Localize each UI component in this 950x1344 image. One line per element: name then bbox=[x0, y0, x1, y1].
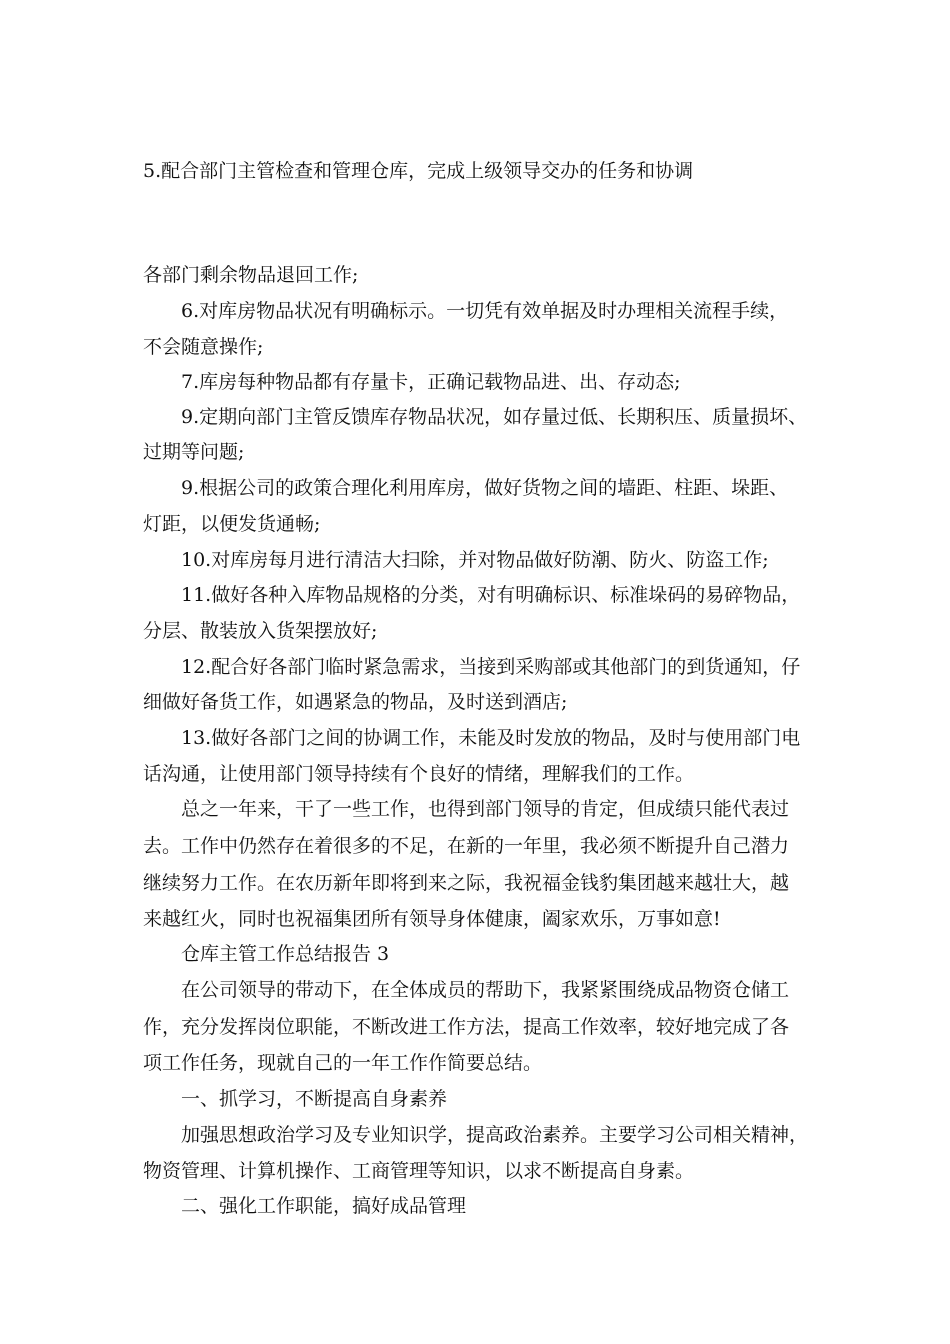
text-line: 灯距，以便发货通畅; bbox=[143, 513, 321, 535]
text-line: 11.做好各种入库物品规格的分类，对有明确标识、标准垛码的易碎物品， bbox=[181, 584, 801, 606]
text-line: 6.对库房物品状况有明确标示。一切凭有效单据及时办理相关流程手续， bbox=[181, 300, 789, 322]
text-line: 不会随意操作; bbox=[143, 336, 264, 358]
text-line: 项工作任务，现就自己的一年工作作简要总结。 bbox=[143, 1052, 543, 1074]
text-line: 去。工作中仍然存在着很多的不足，在新的一年里，我必须不断提升自己潜力 bbox=[143, 835, 790, 857]
text-line: 各部门剩余物品退回工作; bbox=[143, 264, 359, 286]
section-heading: 仓库主管工作总结报告 3 bbox=[181, 943, 390, 965]
text-line: 13.做好各部门之间的协调工作，未能及时发放的物品，及时与使用部门电 bbox=[181, 727, 801, 749]
text-line: 继续努力工作。在农历新年即将到来之际，我祝福金钱豹集团越来越壮大，越 bbox=[143, 872, 790, 894]
text-line: 5.配合部门主管检查和管理仓库，完成上级领导交办的任务和协调 bbox=[143, 160, 694, 182]
text-line: 总之一年来，干了一些工作，也得到部门领导的肯定，但成绩只能代表过 bbox=[181, 798, 790, 820]
text-line: 话沟通，让使用部门领导持续有个良好的情绪，理解我们的工作。 bbox=[143, 763, 695, 785]
text-line: 7.库房每种物品都有存量卡，正确记载物品进、出、存动态; bbox=[181, 371, 681, 393]
text-line: 在公司领导的带动下，在全体成员的帮助下，我紧紧围绕成品物资仓储工 bbox=[181, 979, 790, 1001]
text-line: 9.根据公司的政策合理化利用库房，做好货物之间的墙距、柱距、垛距、 bbox=[181, 477, 789, 499]
text-line: 作，充分发挥岗位职能，不断改进工作方法，提高工作效率，较好地完成了各 bbox=[143, 1016, 790, 1038]
subsection-heading: 二、强化工作职能，搞好成品管理 bbox=[181, 1195, 467, 1217]
text-line: 9.定期向部门主管反馈库存物品状况，如存量过低、长期积压、质量损坏、 bbox=[181, 406, 808, 428]
text-line: 物资管理、计算机操作、工商管理等知识，以求不断提高自身素。 bbox=[143, 1160, 695, 1182]
text-line: 来越红火，同时也祝福集团所有领导身体健康，阖家欢乐，万事如意! bbox=[143, 908, 721, 930]
text-line: 加强思想政治学习及专业知识学，提高政治素养。主要学习公司相关精神， bbox=[181, 1124, 809, 1146]
text-line: 细做好备货工作，如遇紧急的物品，及时送到酒店; bbox=[143, 691, 568, 713]
text-line: 分层、散装放入货架摆放好; bbox=[143, 620, 378, 642]
text-line: 10.对库房每月进行清洁大扫除，并对物品做好防潮、防火、防盗工作; bbox=[181, 549, 769, 571]
text-line: 过期等问题; bbox=[143, 441, 245, 463]
text-line: 12.配合好各部门临时紧急需求，当接到采购部或其他部门的到货通知，仔 bbox=[181, 656, 801, 678]
subsection-heading: 一、抓学习，不断提高自身素养 bbox=[181, 1088, 448, 1110]
